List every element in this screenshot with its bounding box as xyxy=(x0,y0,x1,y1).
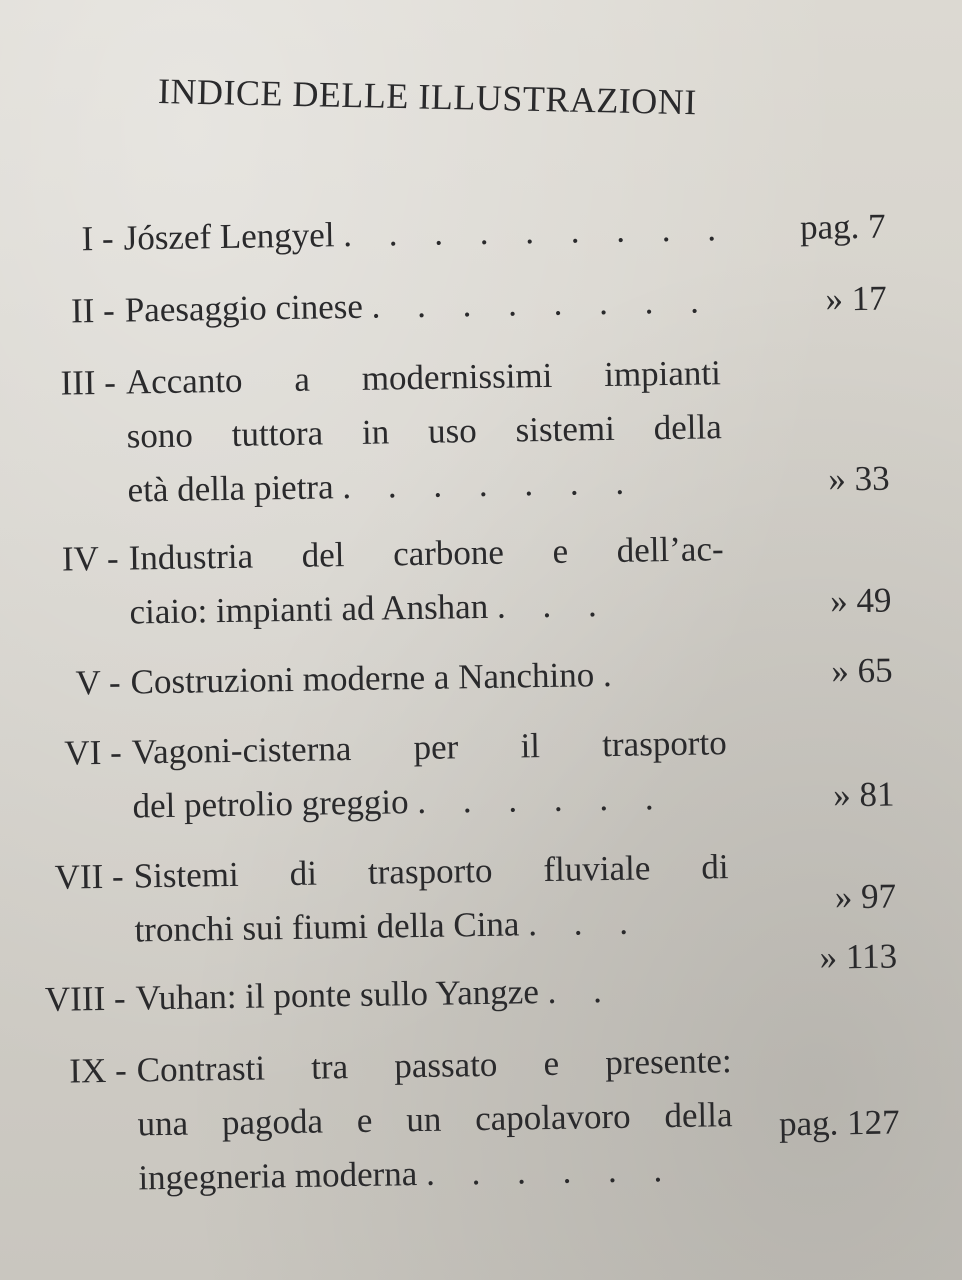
entry-page: » 49 xyxy=(829,580,892,621)
index-entry-8 xyxy=(5,936,962,1023)
entry-number: IV - xyxy=(61,538,119,579)
index-entry-3 xyxy=(0,346,958,407)
entry-title-line: ciaio: impianti ad Anshan . . . xyxy=(129,584,611,632)
leader-dots: . . . xyxy=(496,584,611,626)
entry-title-line: del petrolio greggio . . . . . . xyxy=(132,778,668,826)
leader-dots: . . . . . . . . . xyxy=(342,209,731,255)
entry-title: Paesaggio cinese . . . . . . . . xyxy=(124,281,714,330)
page-title: INDICE DELLE ILLUSTRAZIONI xyxy=(157,71,698,123)
leader-dots: . . . . . . . xyxy=(342,462,639,507)
entry-number: IX - xyxy=(69,1050,128,1091)
entry-page: pag. 127 xyxy=(778,1102,900,1144)
entry-number: VI - xyxy=(64,732,123,773)
entry-title-line: Sistemi di trasporto fluviale di xyxy=(133,847,729,896)
entry-number: VII - xyxy=(54,856,124,897)
leader-dots: . . xyxy=(547,970,617,1011)
leader-dots: . . . . . . xyxy=(425,1149,677,1193)
index-entry-2 xyxy=(0,274,957,335)
entry-page: » 17 xyxy=(825,278,887,319)
entry-title-line: Vagoni-cisterna per il trasporto xyxy=(131,723,727,772)
entry-page: » 65 xyxy=(830,650,893,691)
entry-title: Costruzioni moderne a Nanchino . xyxy=(130,654,627,702)
entry-title-line: Accanto a modernissimi impianti xyxy=(125,353,722,402)
entry-title-line: tronchi sui fiumi della Cina . . . xyxy=(134,902,643,950)
index-entry-5 xyxy=(0,646,962,707)
entry-title-line: Contrasti tra passato e presente: xyxy=(136,1041,732,1090)
entry-title: Jószef Lengyel . . . . . . . . . xyxy=(123,209,731,258)
index-entry-9 xyxy=(6,1034,962,1095)
leader-dots: . . . . . . xyxy=(417,778,668,822)
index-entry-4-end xyxy=(0,576,962,637)
entry-title: Vuhan: il ponte sullo Yangze . . xyxy=(135,970,617,1018)
entry-number: III - xyxy=(60,362,117,403)
entry-page: » 81 xyxy=(832,774,895,815)
entry-title-line: età della pietra . . . . . . . xyxy=(127,462,639,510)
leader-dots: . xyxy=(602,654,627,695)
index-entry-1 xyxy=(0,202,956,263)
entry-page: pag. 7 xyxy=(799,206,886,247)
entry-number: V - xyxy=(75,662,121,703)
index-entry-6-end xyxy=(2,770,962,831)
entry-title-line: una pagoda e un capolavoro della xyxy=(137,1095,733,1144)
entry-number: II - xyxy=(70,290,116,331)
entry-number: I - xyxy=(81,218,114,259)
entry-title-line: sono tuttora in uso sistemi della xyxy=(126,407,722,456)
entry-title-line: Industria del carbone e dell’ac- xyxy=(128,529,724,578)
entry-title-line: ingegneria moderna . . . . . . xyxy=(138,1149,677,1198)
index-entry-3-cont xyxy=(0,400,959,461)
entry-page: » 97 xyxy=(834,876,897,917)
index-entry-3-end xyxy=(0,454,960,515)
entry-page: » 33 xyxy=(827,458,890,499)
index-entry-6 xyxy=(1,716,962,777)
entry-page: » 113 xyxy=(819,936,898,977)
entry-number: VIII - xyxy=(44,978,126,1019)
leader-dots: . . . . . . . . xyxy=(371,281,714,326)
index-entry-4 xyxy=(0,522,961,583)
leader-dots: . . . xyxy=(527,902,643,944)
